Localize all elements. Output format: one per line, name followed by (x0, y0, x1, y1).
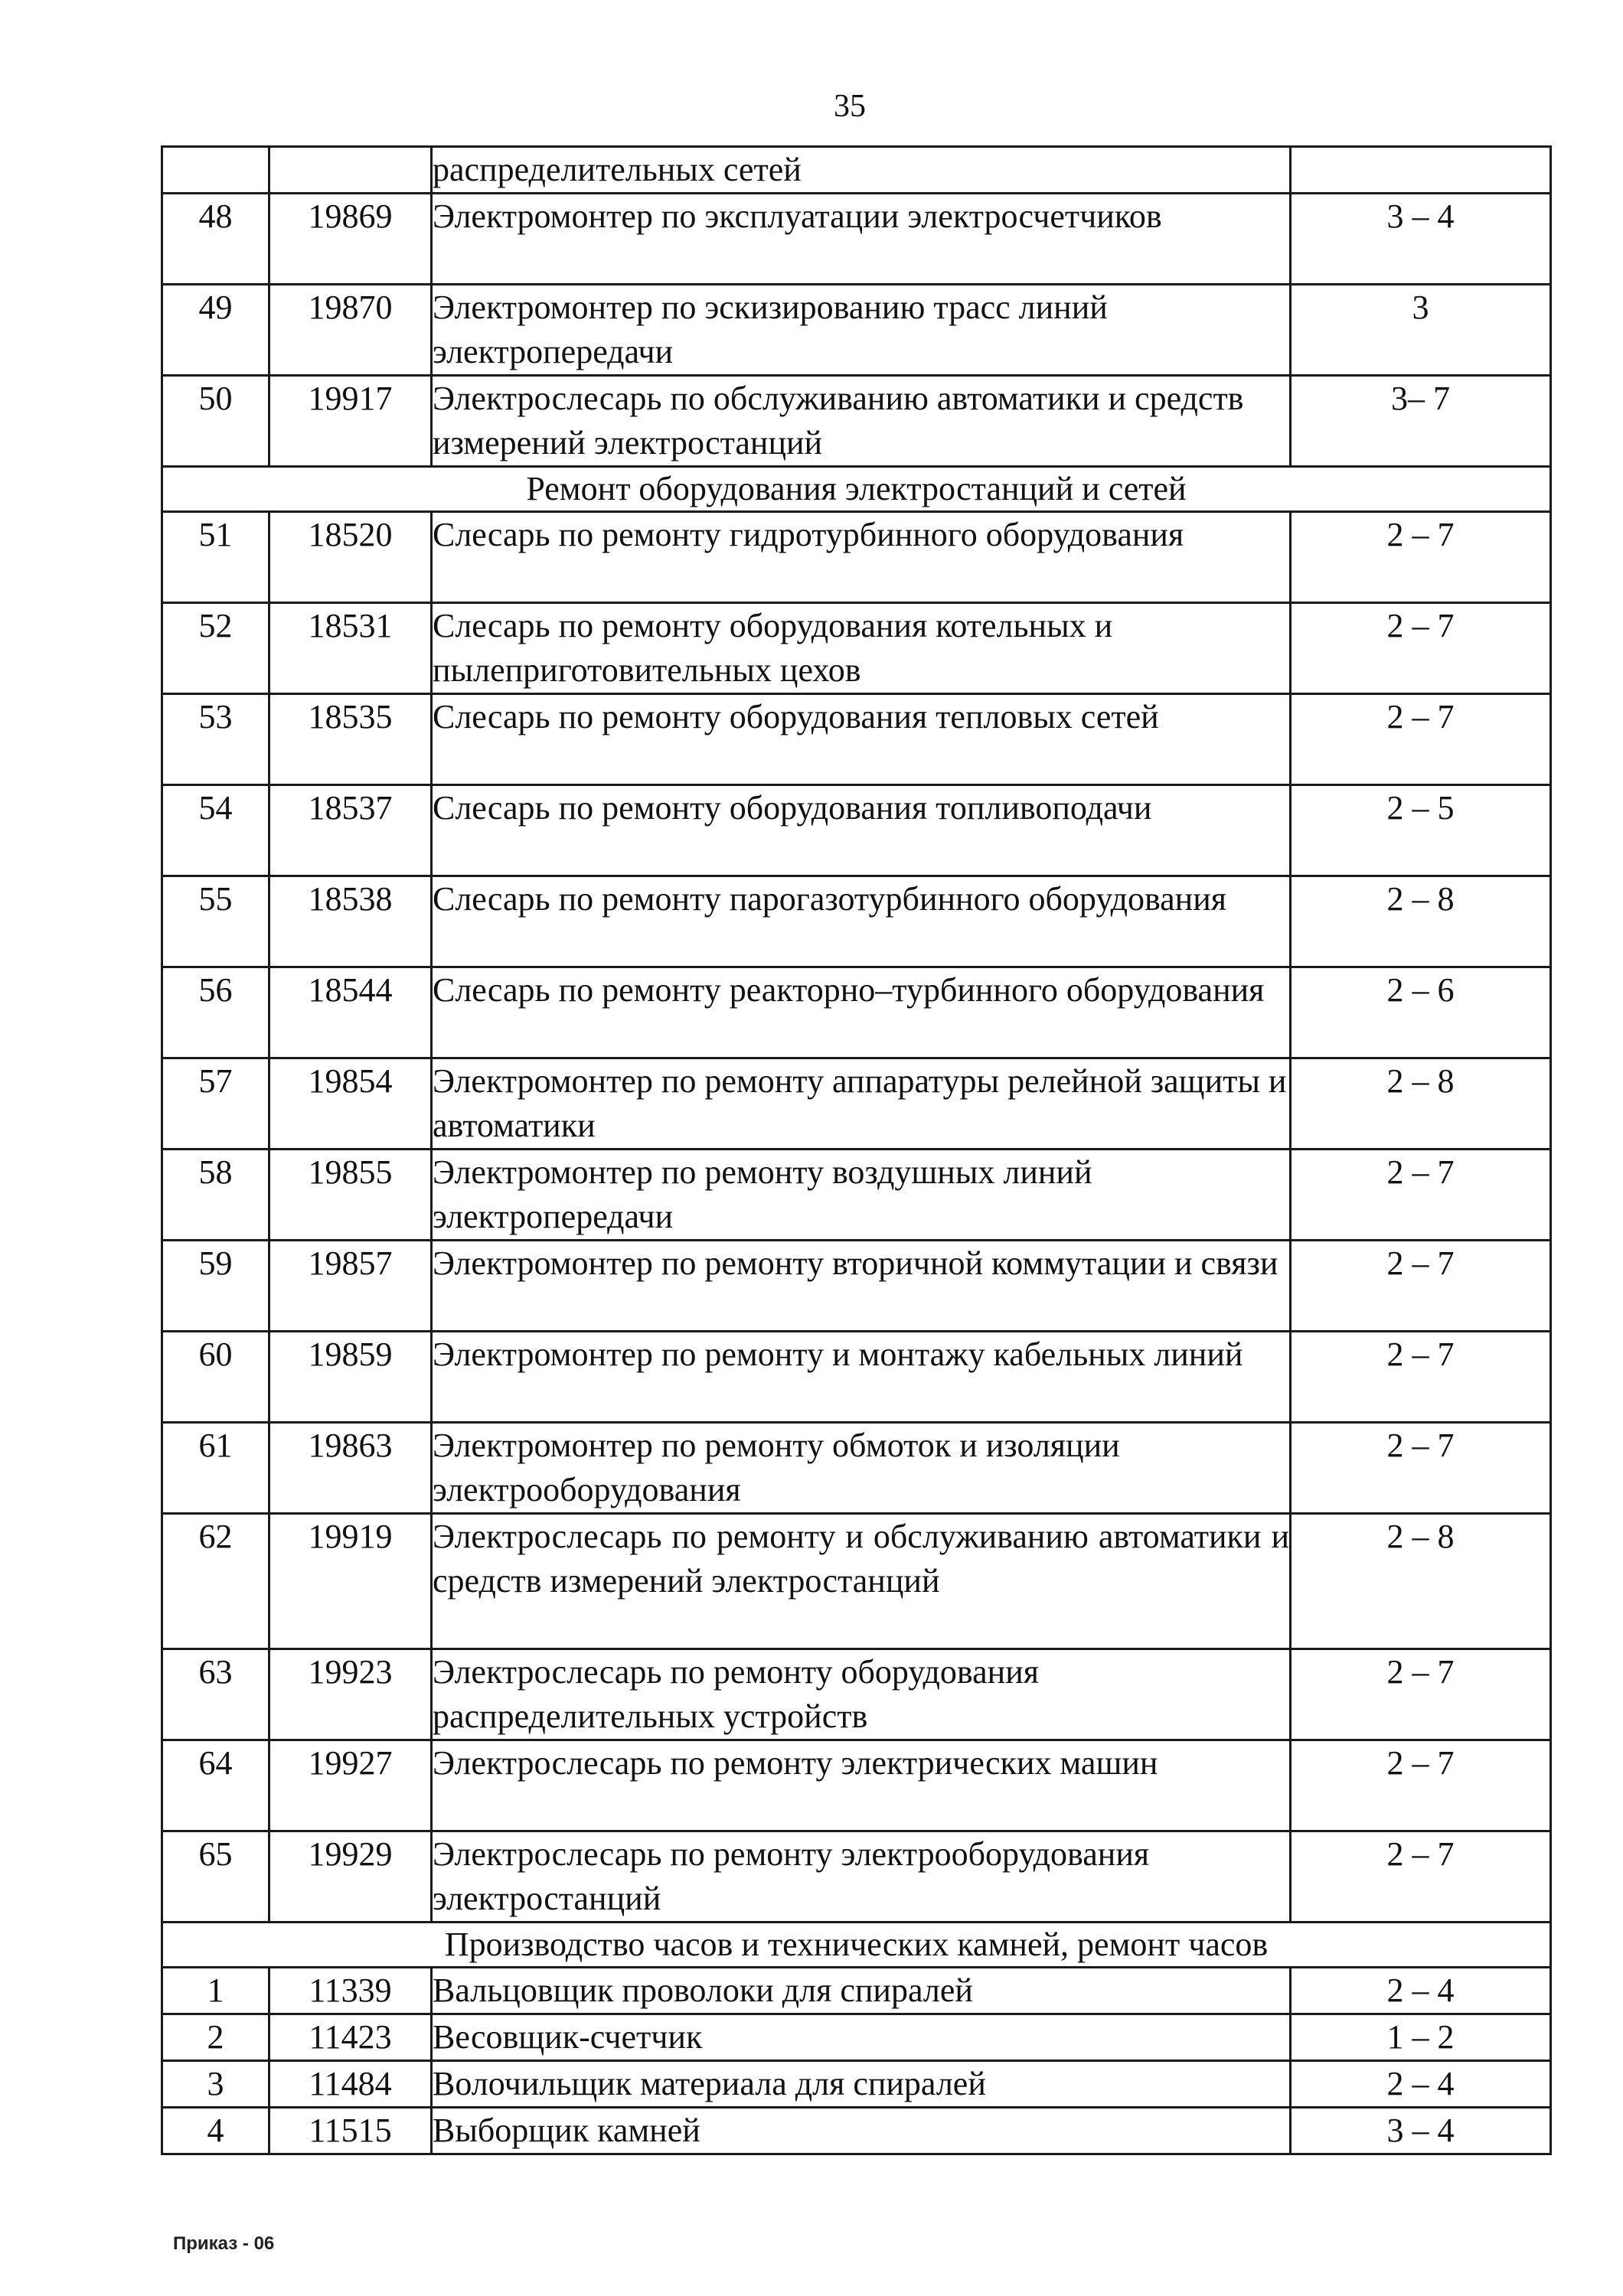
grade-range: 2 – 7 (1291, 1150, 1551, 1241)
grade-range: 3 – 4 (1291, 194, 1551, 285)
profession-code: 11484 (269, 2061, 432, 2108)
table-row (162, 376, 1551, 467)
profession-code: 11339 (269, 1968, 432, 2014)
grade-range: 3– 7 (1291, 376, 1551, 467)
profession-name: Слесарь по ремонту оборудования тепловых сетей (432, 694, 1291, 785)
profession-code: 19854 (269, 1058, 432, 1150)
table-row (162, 2108, 1551, 2154)
row-number: 49 (162, 285, 269, 376)
row-number: 52 (162, 603, 269, 694)
table-row (162, 1058, 1551, 1150)
profession-code: 18520 (269, 512, 432, 603)
grade-range: 2 – 5 (1291, 785, 1551, 876)
document-footer: Приказ - 06 (173, 2233, 275, 2254)
grade-range: 2 – 8 (1291, 1058, 1551, 1150)
row-number: 65 (162, 1831, 269, 1923)
profession-code: 18537 (269, 785, 432, 876)
profession-name: Слесарь по ремонту реакторно–турбинного оборудования (432, 967, 1291, 1058)
row-number: 1 (162, 1968, 269, 2014)
grade-range: 2 – 8 (1291, 1514, 1551, 1649)
table-row (162, 1332, 1551, 1423)
profession-name: Электромонтер по ремонту вторичной коммутации и связи (432, 1241, 1291, 1332)
grade-range: 2 – 7 (1291, 1649, 1551, 1740)
table-row (162, 694, 1551, 785)
row-number: 2 (162, 2014, 269, 2061)
profession-code: 19859 (269, 1332, 432, 1423)
table-row (162, 603, 1551, 694)
grade-range: 2 – 7 (1291, 603, 1551, 694)
table-row (162, 194, 1551, 285)
profession-name: Электромонтер по эксплуатации электросчетчиков (432, 194, 1291, 285)
profession-code: 19855 (269, 1150, 432, 1241)
profession-code: 18531 (269, 603, 432, 694)
row-number: 57 (162, 1058, 269, 1150)
profession-name: Слесарь по ремонту оборудования топливоподачи (432, 785, 1291, 876)
row-number: 48 (162, 194, 269, 285)
row-number: 53 (162, 694, 269, 785)
grade-range: 2 – 7 (1291, 1241, 1551, 1332)
profession-code: 18544 (269, 967, 432, 1058)
profession-code: 19917 (269, 376, 432, 467)
section-header-row (162, 1923, 1551, 1968)
table-row (162, 2061, 1551, 2108)
table-row (162, 147, 1551, 194)
table-row (162, 967, 1551, 1058)
profession-name: Электромонтер по эскизированию трасс линий электропередачи (432, 285, 1291, 376)
profession-code (269, 147, 432, 194)
grade-range: 2 – 7 (1291, 512, 1551, 603)
profession-name: Электрослесарь по ремонту электрооборудования электростанций (432, 1831, 1291, 1923)
row-number: 56 (162, 967, 269, 1058)
row-number: 60 (162, 1332, 269, 1423)
section-title: Ремонт оборудования электростанций и сетей (162, 467, 1551, 512)
table-row (162, 1514, 1551, 1649)
profession-name: Электрослесарь по ремонту оборудования распределительных устройств (432, 1649, 1291, 1740)
profession-name: Электрослесарь по обслуживанию автоматики и средств измерений электростанций (432, 376, 1291, 467)
row-number: 50 (162, 376, 269, 467)
row-number: 59 (162, 1241, 269, 1332)
section-header-row (162, 467, 1551, 512)
row-number: 58 (162, 1150, 269, 1241)
grade-range: 2 – 7 (1291, 694, 1551, 785)
profession-code: 11515 (269, 2108, 432, 2154)
profession-name: Электрослесарь по ремонту электрических машин (432, 1740, 1291, 1831)
profession-name: Волочильщик материала для спиралей (432, 2061, 1291, 2108)
row-number: 54 (162, 785, 269, 876)
table-row (162, 876, 1551, 967)
row-number: 62 (162, 1514, 269, 1649)
profession-name: Выборщик камней (432, 2108, 1291, 2154)
profession-name: Вальцовщик проволоки для спиралей (432, 1968, 1291, 2014)
profession-code: 19857 (269, 1241, 432, 1332)
table-row (162, 512, 1551, 603)
profession-name: Электромонтер по ремонту обмоток и изоляции электрооборудования (432, 1423, 1291, 1514)
profession-code: 19870 (269, 285, 432, 376)
page-number: 35 (834, 89, 866, 124)
table-row (162, 1649, 1551, 1740)
grade-range (1291, 147, 1551, 194)
grade-range: 3 – 4 (1291, 2108, 1551, 2154)
profession-code: 18538 (269, 876, 432, 967)
table-row (162, 285, 1551, 376)
grade-range: 1 – 2 (1291, 2014, 1551, 2061)
profession-name: Слесарь по ремонту гидротурбинного оборудования (432, 512, 1291, 603)
profession-code: 19863 (269, 1423, 432, 1514)
profession-code: 18535 (269, 694, 432, 785)
profession-code: 19919 (269, 1514, 432, 1649)
row-number: 55 (162, 876, 269, 967)
section-title: Производство часов и технических камней, ремонт часов (162, 1923, 1551, 1968)
row-number: 63 (162, 1649, 269, 1740)
row-number: 61 (162, 1423, 269, 1514)
grade-range: 2 – 4 (1291, 1968, 1551, 2014)
table-row (162, 1423, 1551, 1514)
table-row (162, 1150, 1551, 1241)
grade-range: 2 – 7 (1291, 1740, 1551, 1831)
profession-code: 19923 (269, 1649, 432, 1740)
profession-code: 19869 (269, 194, 432, 285)
grade-range: 2 – 6 (1291, 967, 1551, 1058)
profession-name: Слесарь по ремонту оборудования котельных и пылеприготовительных цехов (432, 603, 1291, 694)
row-number (162, 147, 269, 194)
profession-name: распределительных сетей (432, 147, 1291, 194)
profession-name: Электромонтер по ремонту и монтажу кабельных линий (432, 1332, 1291, 1423)
grade-range: 2 – 8 (1291, 876, 1551, 967)
table-row (162, 2014, 1551, 2061)
grade-range: 2 – 7 (1291, 1831, 1551, 1923)
row-number: 51 (162, 512, 269, 603)
profession-name: Электрослесарь по ремонту и обслуживанию автоматики и средств измерений электростанций (432, 1514, 1291, 1649)
profession-code: 19929 (269, 1831, 432, 1923)
professions-table (161, 145, 1552, 2155)
row-number: 4 (162, 2108, 269, 2154)
grade-range: 3 (1291, 285, 1551, 376)
table-row (162, 785, 1551, 876)
row-number: 3 (162, 2061, 269, 2108)
profession-code: 19927 (269, 1740, 432, 1831)
profession-name: Электромонтер по ремонту воздушных линий электропередачи (432, 1150, 1291, 1241)
grade-range: 2 – 4 (1291, 2061, 1551, 2108)
table-row (162, 1740, 1551, 1831)
profession-name: Электромонтер по ремонту аппаратуры релейной защиты и автоматики (432, 1058, 1291, 1150)
profession-name: Весовщик-счетчик (432, 2014, 1291, 2061)
table-row (162, 1968, 1551, 2014)
grade-range: 2 – 7 (1291, 1332, 1551, 1423)
table-row (162, 1831, 1551, 1923)
profession-name: Слесарь по ремонту парогазотурбинного оборудования (432, 876, 1291, 967)
profession-code: 11423 (269, 2014, 432, 2061)
grade-range: 2 – 7 (1291, 1423, 1551, 1514)
table-row (162, 1241, 1551, 1332)
row-number: 64 (162, 1740, 269, 1831)
